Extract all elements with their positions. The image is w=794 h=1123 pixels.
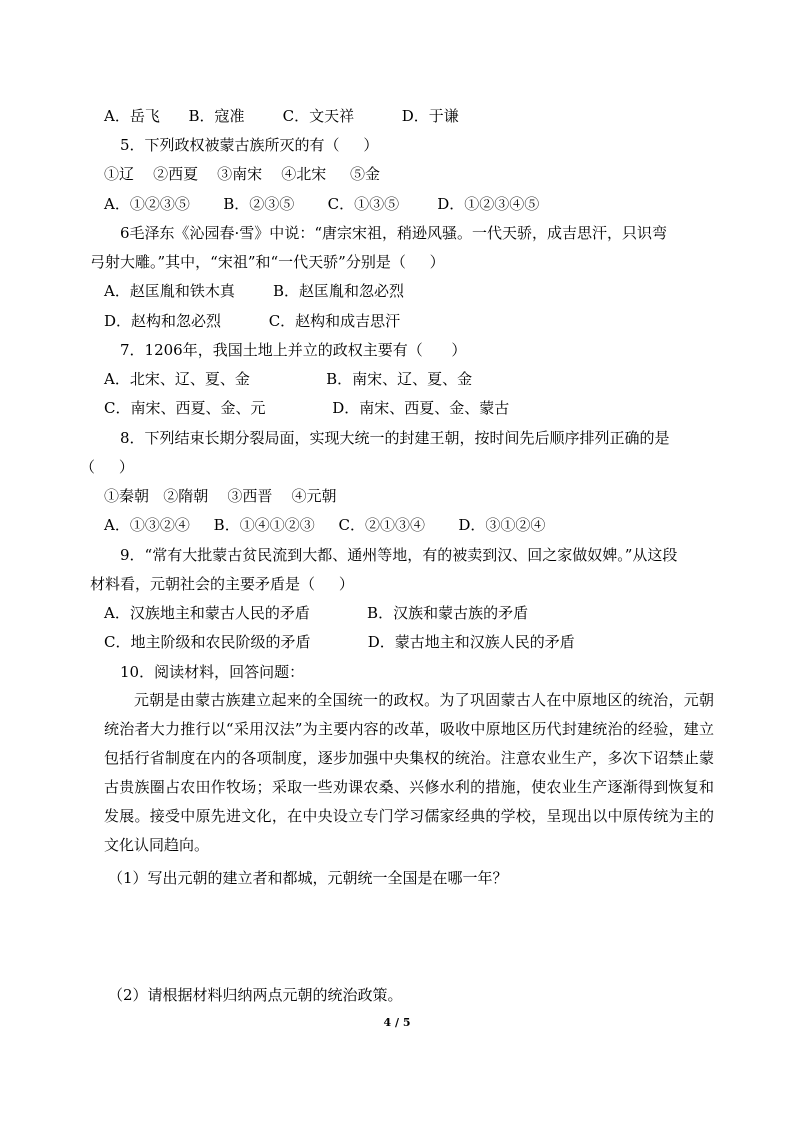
q6-options-2: D．赵构和忽必烈 C．赵构和成吉思汗 bbox=[104, 312, 401, 330]
q8-options: A．①③②④ B．①④①②③ C．②①③④ D．③①②④ bbox=[104, 516, 546, 534]
sub-question-1: （1）写出元朝的建立者和都城，元朝统一全国是在哪一年？ bbox=[108, 869, 508, 887]
question-6: 6毛泽东《沁园春·雪》中说：“唐宗宋祖，稍逊风骚。一代天骄，成吉思汗，只识弯 bbox=[120, 224, 667, 242]
question-9-cont: 材料看，元朝社会的主要矛盾是（ ） bbox=[90, 575, 354, 593]
q7-options-2: C．南宋、西夏、金、元 D．南宋、西夏、金、蒙古 bbox=[104, 399, 510, 417]
question-8: 8．下列结束长期分裂局面，实现大统一的封建王朝，按时间先后顺序排列正确的是 bbox=[120, 429, 670, 447]
question-6-cont: 弓射大雕。”其中，“宋祖”和“一代天骄”分别是（ ） bbox=[90, 253, 445, 271]
sub-question-2: （2）请根据材料归纳两点元朝的统治政策。 bbox=[108, 986, 403, 1004]
q8-items: ①秦朝 ②隋朝 ③西晋 ④元朝 bbox=[104, 487, 337, 505]
q9-options-2: C．地主阶级和农民阶级的矛盾 D．蒙古地主和汉族人民的矛盾 bbox=[104, 633, 575, 651]
question-7: 7．1206年，我国土地上并立的政权主要有（ ） bbox=[120, 341, 467, 359]
q5-items: ①辽 ②西夏 ③南宋 ④北宋 ⑤金 bbox=[104, 165, 381, 183]
reading-material: 元朝是由蒙古族建立起来的全国统一的政权。为了巩固蒙古人在中原地区的统治，元朝统治者大力推行以“采用汉法”为主要内容的改革，吸收中原地区历代封建统治的经验，建立包括行省制度在内的各项制度，逐步加强中央集权的统治。注意农业生产，多次下诏禁止蒙古贵族圈占农田作牧场；采取一些劝课农桑、兴修水利的措施，使农业生产逐渐得到恢复和发展。接受中原先进文化，在中央设立专门学习儒家经典的学校，呈现出以中原传统为主的文化认同趋向。 bbox=[104, 691, 714, 854]
question-9: 9．“常有大批蒙古贫民流到大都、通州等地，有的被卖到汉、回之家做奴婢。”从这段 bbox=[120, 546, 678, 564]
question-8-cont: （ ） bbox=[80, 458, 134, 476]
q5-options: A．①②③⑤ B．②③⑤ C．①③⑤ D．①②③④⑤ bbox=[104, 195, 540, 213]
question-5: 5．下列政权被蒙古族所灭的有（ ） bbox=[120, 136, 379, 154]
q9-options-1: A．汉族地主和蒙古人民的矛盾 B．汉族和蒙古族的矛盾 bbox=[104, 604, 529, 622]
q6-options-1: A．赵匡胤和铁木真 B．赵匡胤和忽必烈 bbox=[104, 282, 405, 300]
q4-options: A．岳飞 B．寇准 C．文天祥 D．于谦 bbox=[104, 107, 459, 125]
page-number: 4 / 5 bbox=[383, 1016, 411, 1029]
question-10: 10．阅读材料，回答问题： bbox=[120, 663, 305, 681]
q7-options-1: A．北宋、辽、夏、金 B．南宋、辽、夏、金 bbox=[104, 370, 473, 388]
